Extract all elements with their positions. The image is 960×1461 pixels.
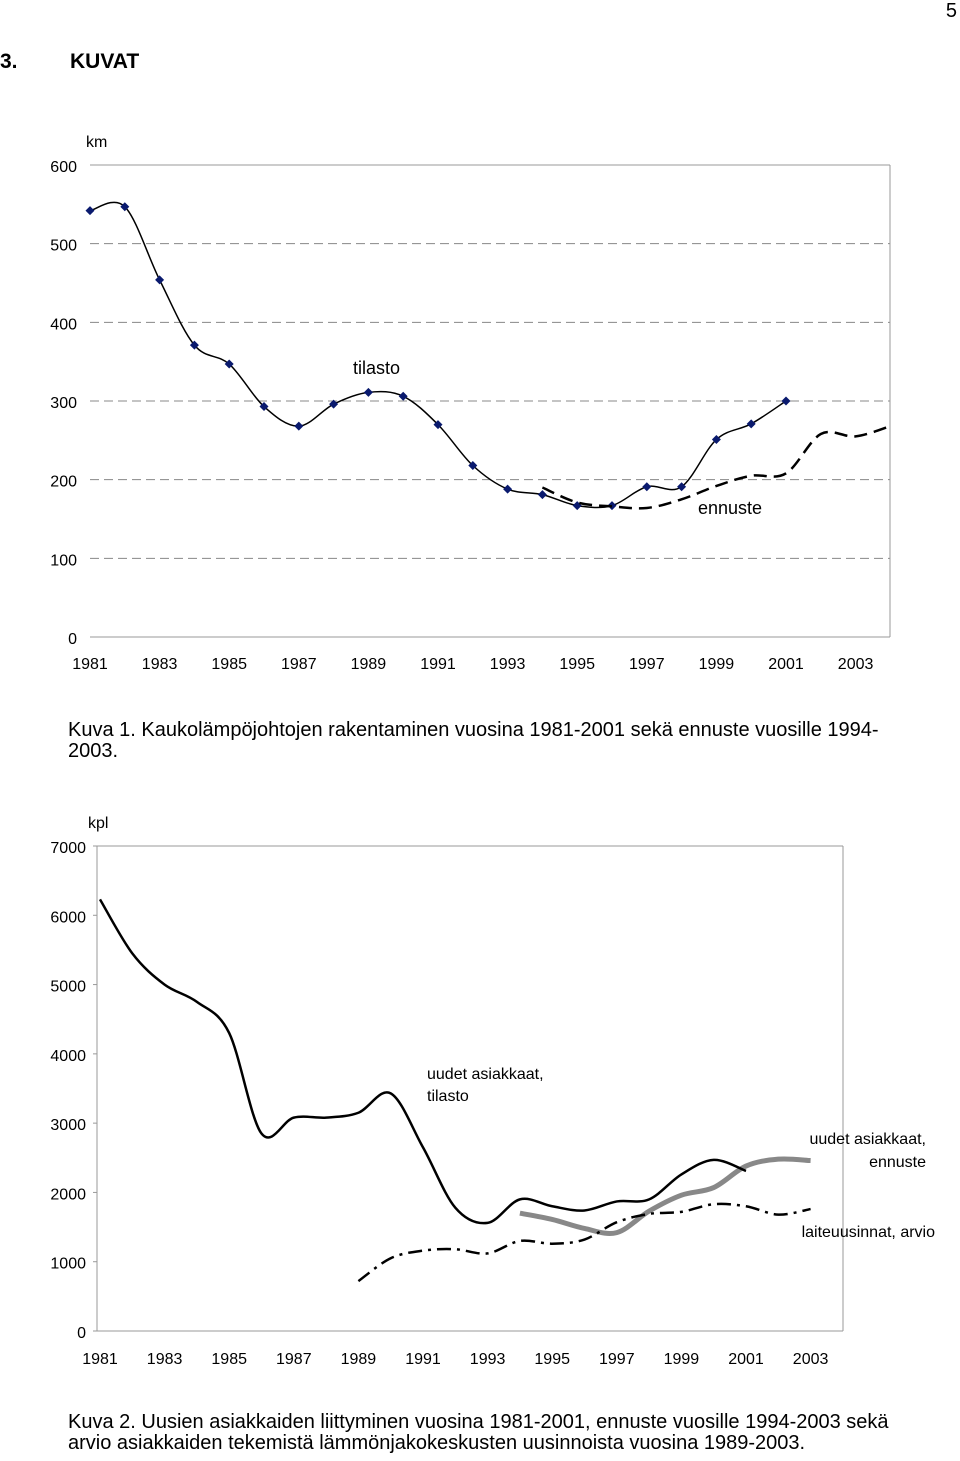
data-point-tilasto bbox=[364, 388, 373, 397]
y-tick-label: 4000 bbox=[50, 1047, 86, 1065]
y-tick-label: 100 bbox=[50, 552, 77, 570]
y-tick-label: 2000 bbox=[50, 1186, 86, 1204]
x-tick-label: 1987 bbox=[276, 1351, 312, 1368]
data-point-tilasto bbox=[747, 419, 756, 428]
x-tick-label: 1995 bbox=[559, 656, 595, 673]
x-tick-label: 1981 bbox=[82, 1351, 118, 1368]
x-tick-label: 1995 bbox=[534, 1351, 570, 1368]
y-tick-label: 400 bbox=[50, 316, 77, 334]
x-tick-label: 1985 bbox=[211, 656, 247, 673]
y-tick-label: 0 bbox=[68, 631, 77, 648]
x-tick-label: 1993 bbox=[469, 1351, 506, 1368]
x-tick-label: 2001 bbox=[768, 656, 804, 673]
section-number: 3. bbox=[0, 50, 18, 73]
series-line-tilasto bbox=[100, 899, 746, 1223]
data-point-tilasto bbox=[86, 206, 95, 215]
x-tick-label: 1989 bbox=[340, 1351, 377, 1368]
y-tick-label: 0 bbox=[77, 1325, 86, 1342]
series-line-laiteuusinnat bbox=[358, 1204, 810, 1281]
figure-1-caption-line-2: 2003. bbox=[68, 740, 119, 762]
x-tick-label: 1997 bbox=[599, 1351, 635, 1368]
figure-2-caption-line-2: arvio asiakkaiden tekemistä lämmönjakokeskusten uusinnoista vuosina 1989-2003. bbox=[68, 1432, 806, 1454]
series-line-ennuste bbox=[520, 1159, 811, 1234]
series-label-tilasto-line-1: uudet asiakkaat, bbox=[427, 1066, 544, 1083]
y-tick-label: 300 bbox=[50, 395, 77, 412]
x-tick-label: 1983 bbox=[141, 656, 178, 673]
series-line-tilasto bbox=[90, 202, 786, 507]
x-tick-label: 1997 bbox=[629, 656, 665, 673]
series-label-laiteuusinnat: laiteuusinnat, arvio bbox=[801, 1224, 935, 1241]
x-tick-label: 2003 bbox=[837, 656, 874, 673]
section-title: KUVAT bbox=[70, 50, 140, 73]
data-point-tilasto bbox=[399, 392, 408, 401]
data-point-tilasto bbox=[642, 482, 651, 491]
figure-2-caption-line-1: Kuva 2. Uusien asiakkaiden liittyminen vuosina 1981-2001, ennuste vuosille 1994-2003 sekä bbox=[68, 1411, 889, 1433]
y-tick-label: 600 bbox=[50, 159, 77, 176]
x-tick-label: 1985 bbox=[211, 1351, 247, 1368]
figure-1-caption bbox=[68, 720, 879, 762]
series-label-ennuste-line-1: uudet asiakkaat, bbox=[809, 1131, 926, 1148]
y-axis-label: km bbox=[86, 134, 108, 151]
data-point-tilasto bbox=[503, 485, 512, 494]
x-tick-label: 1999 bbox=[663, 1351, 700, 1368]
y-tick-label: 3000 bbox=[50, 1117, 86, 1135]
x-tick-label: 2003 bbox=[792, 1351, 829, 1368]
data-point-tilasto bbox=[782, 397, 791, 406]
figure-1-caption-line-1: Kuva 1. Kaukolämpöjohtojen rakentaminen vuosina 1981-2001 sekä ennuste vuosille 1994- bbox=[68, 719, 879, 741]
x-tick-label: 1987 bbox=[281, 656, 317, 673]
y-tick-label: 1000 bbox=[50, 1255, 86, 1273]
series-label-tilasto-line-2: tilasto bbox=[427, 1088, 469, 1105]
figure-2-caption bbox=[68, 1412, 889, 1454]
y-tick-label: 200 bbox=[50, 473, 77, 491]
series-label-ennuste-line-2: ennuste bbox=[869, 1154, 926, 1171]
page-number: 5 bbox=[945, 0, 957, 22]
x-tick-label: 2001 bbox=[728, 1351, 764, 1368]
x-tick-label: 1989 bbox=[350, 656, 387, 673]
x-tick-label: 1993 bbox=[489, 656, 526, 673]
data-point-tilasto bbox=[294, 422, 303, 431]
x-tick-label: 1991 bbox=[420, 656, 456, 673]
y-tick-label: 500 bbox=[50, 237, 77, 255]
y-axis-label: kpl bbox=[88, 815, 109, 832]
data-point-tilasto bbox=[538, 490, 547, 499]
y-tick-label: 6000 bbox=[50, 909, 86, 927]
series-label-tilasto: tilasto bbox=[353, 358, 401, 378]
y-tick-label: 7000 bbox=[50, 840, 86, 857]
x-tick-label: 1991 bbox=[405, 1351, 441, 1368]
x-tick-label: 1999 bbox=[698, 656, 735, 673]
data-point-tilasto bbox=[155, 275, 164, 284]
chart-kaukolampojohdot bbox=[0, 0, 960, 700]
chart-uudet-asiakkaat bbox=[0, 790, 960, 1390]
y-tick-label: 5000 bbox=[50, 978, 86, 996]
x-tick-label: 1983 bbox=[146, 1351, 183, 1368]
series-label-ennuste: ennuste bbox=[698, 498, 763, 518]
x-tick-label: 1981 bbox=[72, 656, 108, 673]
